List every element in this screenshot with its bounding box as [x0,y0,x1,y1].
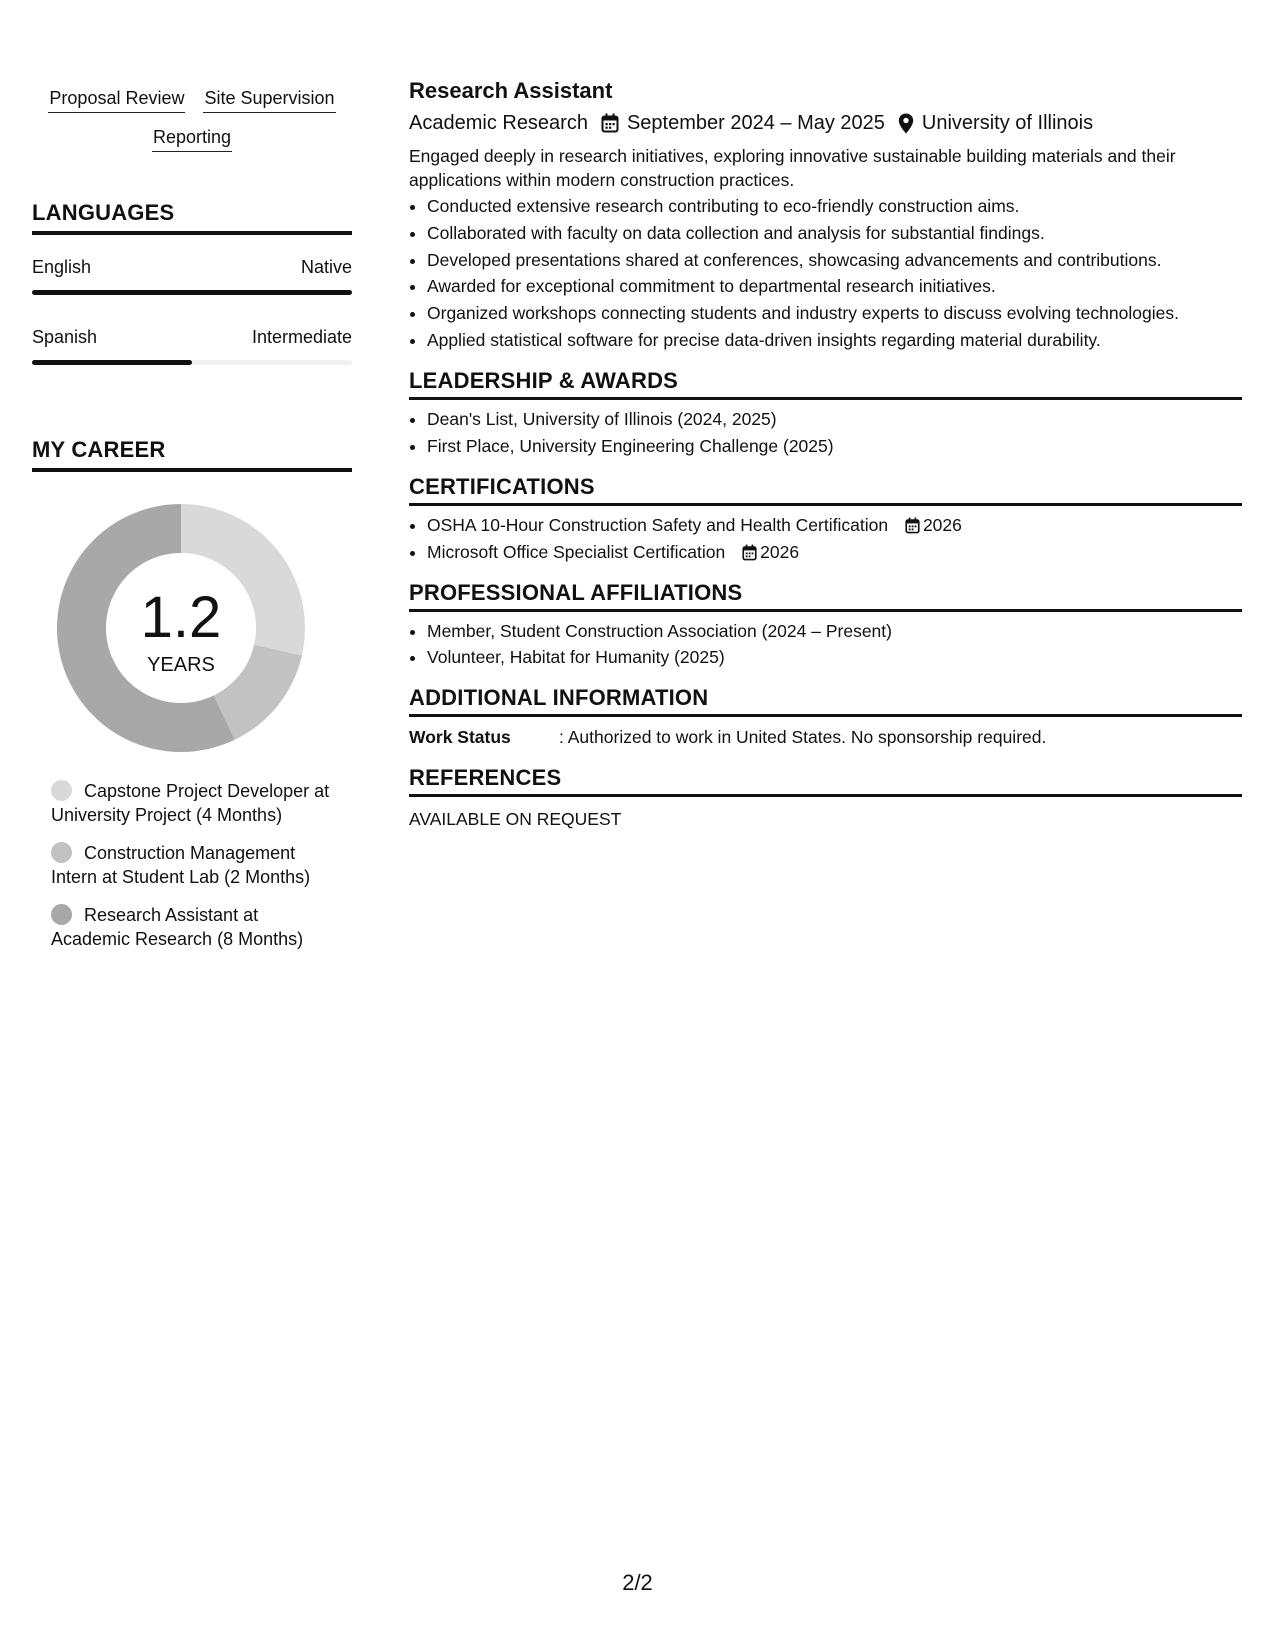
job-summary: Engaged deeply in research initiatives, exploring innovative sustainable building materials and their applications within modern construction practices. [409,146,1176,190]
calendar-icon [742,544,757,561]
work-status-label: Work Status [409,727,511,748]
additional-info-section [409,685,1242,749]
list-item: • Conducted extensive research contributing to eco-friendly construction aims. [427,194,1242,218]
main-content [409,78,1242,831]
list-item: • Applied statistical software for precise data-driven insights regarding material durability. [427,328,1242,352]
leadership-section [409,368,1242,458]
list-item [427,513,1242,537]
language-item [32,325,352,365]
certifications-section [409,474,1242,564]
legend-dot-icon [51,780,72,801]
skill-tag: Proposal Review [48,84,185,113]
work-status-row [409,725,1242,749]
additional-info-heading: ADDITIONAL INFORMATION [409,685,1242,717]
career-legend-label: Research Assistant at Academic Research (8 Months) [51,905,304,949]
skills-tags [32,84,352,152]
page-number: 2/2 [622,1570,653,1595]
career-donut-chart [56,503,306,753]
certification-year: 2026 [760,541,800,562]
certification-name: Microsoft Office Specialist Certification [427,541,726,562]
list-item: • Developed presentations shared at conferences, showcasing advancements and contributions. [427,248,1242,272]
language-bar [32,360,352,365]
references-heading: REFERENCES [409,765,1242,797]
career-legend-label: Capstone Project Developer at University Project (4 Months) [51,781,330,825]
career-total-unit: YEARS [147,654,215,676]
career-heading: MY CAREER [32,437,352,472]
job-dates: September 2024 – May 2025 [626,112,885,134]
location-pin-icon [898,113,914,134]
language-bar-fill [32,290,352,295]
language-name: Spanish [32,327,98,347]
career-total-years: 1.2 [140,585,222,650]
list-item: • Collaborated with faculty on data collection and analysis for substantial findings. [427,221,1242,245]
references-text: AVAILABLE ON REQUEST [409,809,622,830]
languages-heading: LANGUAGES [32,200,352,235]
list-item: • Awarded for exceptional commitment to departmental research initiatives. [427,274,1242,298]
language-level: Intermediate [251,327,352,347]
list-item: • First Place, University Engineering Challenge (2025) [427,434,1242,458]
experience-entry [409,78,1242,352]
job-company: Academic Research [409,112,588,134]
calendar-icon [601,113,619,133]
job-bullets [409,194,1242,352]
list-item: • Dean's List, University of Illinois (2024, 2025) [427,407,1242,431]
skill-tag: Reporting [152,123,232,152]
leadership-heading: LEADERSHIP & AWARDS [409,368,1242,400]
references-section [409,765,1242,831]
language-level: Native [300,257,352,277]
language-name: English [32,257,92,277]
list-item: • Organized workshops connecting students and industry experts to discuss evolving technologies. [427,301,1242,325]
affiliations-section [409,580,1242,670]
certifications-heading: CERTIFICATIONS [409,474,1242,506]
calendar-icon [905,517,920,534]
career-legend-item [51,841,341,889]
job-title: Research Assistant [409,78,613,103]
legend-dot-icon [51,904,72,925]
career-legend [32,779,341,951]
work-status-value: : Authorized to work in United States. No sponsorship required. [559,727,1047,748]
legend-dot-icon [51,842,72,863]
certification-name: OSHA 10-Hour Construction Safety and Health Certification [427,514,889,535]
affiliations-heading: PROFESSIONAL AFFILIATIONS [409,580,1242,612]
language-item [32,255,352,295]
career-legend-item [51,903,341,951]
career-legend-label: Construction Management Intern at Student Lab (2 Months) [51,843,311,887]
career-legend-item [51,779,341,827]
job-location: University of Illinois [921,112,1094,134]
languages-section [32,200,352,365]
language-bar [32,290,352,295]
list-item: • Member, Student Construction Association (2024 – Present) [427,619,1242,643]
career-section [32,437,352,951]
certification-year: 2026 [922,514,962,535]
list-item [427,540,1242,564]
list-item: • Volunteer, Habitat for Humanity (2025) [427,645,1242,669]
language-bar-fill [32,360,192,365]
skill-tag: Site Supervision [203,84,335,113]
sidebar [32,84,352,965]
